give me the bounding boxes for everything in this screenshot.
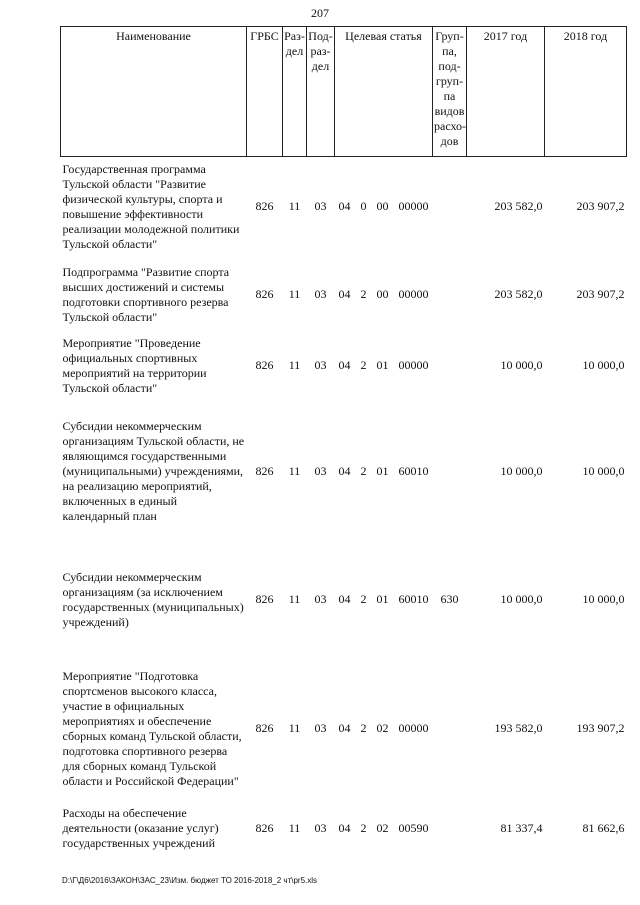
row-amount-2017: 10 000,0 [500, 464, 543, 478]
row-amount-2018: 10 000,0 [582, 464, 625, 478]
tselevaya-statya-part: 2 [360, 721, 367, 735]
tselevaya-statya-part: 04 [338, 287, 351, 301]
row-amount-2018: 203 907,2 [576, 287, 625, 301]
tselevaya-statya-part: 04 [338, 464, 351, 478]
tselevaya-statya-part: 2 [360, 464, 367, 478]
tselevaya-statya-part: 02 [376, 721, 389, 735]
header-2017: 2017 год [467, 27, 545, 157]
tselevaya-statya-part: 01 [376, 358, 389, 372]
row-razdel: 11 [288, 821, 301, 835]
row-name: Мероприятие "Подготовка спортсменов высокого класса, участие в официальных мероприятиях и обеспечение сборных команд Тульской области, подготовка спортивного резерва для сборных команд Тульской области и Российской Федерации" [62, 668, 242, 788]
table-row [61, 655, 627, 803]
table-header [61, 27, 627, 157]
row-vid-raskhodov [433, 655, 467, 803]
tselevaya-statya-part: 04 [338, 358, 351, 372]
row-tselevaya-statya [335, 399, 433, 545]
tselevaya-statya-part: 04 [338, 199, 351, 214]
row-amount-2018: 10 000,0 [582, 358, 625, 372]
row-amount-2017: 193 582,0 [494, 721, 543, 735]
table-row [61, 333, 627, 399]
row-name: Субсидии некоммерческим организациям Тульской области, не являющимся государственными (муниципальными) учреждениями, на реализацию мероприятий, включенных в единый календарный план [62, 419, 245, 523]
table-body [61, 157, 627, 855]
tselevaya-statya-part: 04 [338, 721, 351, 735]
tselevaya-statya-part: 2 [360, 358, 367, 372]
header-tselevaya-statya: Целевая статья [335, 27, 433, 157]
row-podrazdel: 03 [314, 592, 327, 606]
row-razdel: 11 [288, 464, 301, 478]
table-row [61, 257, 627, 333]
row-razdel: 11 [288, 287, 301, 301]
row-tselevaya-statya [335, 257, 433, 333]
row-amount-2018: 193 907,2 [576, 721, 625, 735]
row-amount-2017: 203 582,0 [494, 287, 543, 301]
tselevaya-statya-part: 01 [376, 592, 389, 606]
tselevaya-statya-part: 00000 [398, 287, 429, 301]
row-podrazdel: 03 [314, 199, 327, 214]
tselevaya-statya-part: 2 [360, 287, 367, 301]
row-vid-raskhodov [433, 333, 467, 399]
row-tselevaya-statya [335, 655, 433, 803]
row-amount-2018: 81 662,6 [582, 821, 625, 835]
row-tselevaya-statya [335, 803, 433, 855]
row-razdel: 11 [288, 721, 301, 735]
header-gruppa-vidov-raskhodov: Груп- па, под- груп- па видов расхо- дов [433, 27, 467, 157]
row-grbs: 826 [255, 358, 274, 372]
header-grbs: ГРБС [247, 27, 283, 157]
tselevaya-statya-part: 01 [376, 464, 389, 478]
row-grbs: 826 [255, 721, 274, 735]
row-amount-2017: 81 337,4 [500, 821, 543, 835]
tselevaya-statya-part: 60010 [398, 592, 429, 606]
row-razdel: 11 [288, 358, 301, 372]
tselevaya-statya-part: 2 [360, 821, 367, 835]
tselevaya-statya-part: 04 [338, 821, 351, 835]
row-grbs: 826 [255, 592, 274, 606]
row-grbs: 826 [255, 199, 274, 214]
tselevaya-statya-part: 0 [360, 199, 367, 214]
row-name: Расходы на обеспечение деятельности (оказание услуг) государственных учреждений [62, 806, 219, 850]
row-vid-raskhodov [433, 157, 467, 257]
row-grbs: 826 [255, 287, 274, 301]
tselevaya-statya-part: 00 [376, 199, 389, 214]
row-podrazdel: 03 [314, 821, 327, 835]
row-podrazdel: 03 [314, 464, 327, 478]
header-name: Наименование [61, 27, 247, 157]
footer-file-path: D:\Г\Д6\2016\ЗАКОН\ЗАС_23\Изм. бюджет ТО 2016-2018_2 чт\pr5.xls [62, 876, 318, 885]
page-number: 207 [311, 6, 329, 20]
table-row [61, 803, 627, 855]
header-podrazdel: Под- раз- дел [307, 27, 335, 157]
row-grbs: 826 [255, 464, 274, 478]
row-podrazdel: 03 [314, 721, 327, 735]
row-amount-2017: 10 000,0 [500, 358, 543, 372]
header-razdel: Раз- дел [283, 27, 307, 157]
row-amount-2017: 10 000,0 [500, 592, 543, 606]
tselevaya-statya-part: 00590 [398, 821, 429, 835]
table-row [61, 399, 627, 545]
row-podrazdel: 03 [314, 358, 327, 372]
tselevaya-statya-part: 02 [376, 821, 389, 835]
budget-table [60, 26, 627, 855]
row-amount-2017: 203 582,0 [494, 199, 543, 214]
row-name: Субсидии некоммерческим организациям (за исключением государственных (муниципальных) учреждений) [62, 569, 244, 629]
tselevaya-statya-part: 04 [338, 592, 351, 606]
row-vid-raskhodov [433, 803, 467, 855]
row-tselevaya-statya [335, 333, 433, 399]
table-row [61, 157, 627, 257]
tselevaya-statya-part: 00000 [398, 358, 429, 372]
row-name: Подпрограмма "Развитие спорта высших достижений и системы подготовки спортивного резерва Тульской области" [62, 264, 230, 324]
row-tselevaya-statya [335, 157, 433, 257]
row-tselevaya-statya [335, 545, 433, 655]
row-name: Мероприятие "Проведение официальных спортивных мероприятий на территории Тульской области" [62, 335, 207, 395]
row-vid-raskhodov [433, 257, 467, 333]
tselevaya-statya-part: 00 [376, 287, 389, 301]
row-name: Государственная программа Тульской области "Развитие физической культуры, спорта и повышение эффективности реализации молодежной политики Тульской области" [62, 161, 240, 251]
row-vid-raskhodov: 630 [440, 592, 459, 606]
tselevaya-statya-part: 2 [360, 592, 367, 606]
tselevaya-statya-part: 00000 [398, 721, 429, 735]
row-vid-raskhodov [433, 399, 467, 545]
row-podrazdel: 03 [314, 287, 327, 301]
table-row [61, 545, 627, 655]
row-grbs: 826 [255, 821, 274, 835]
row-amount-2018: 203 907,2 [576, 199, 625, 214]
header-2018: 2018 год [545, 27, 627, 157]
row-razdel: 11 [288, 199, 301, 214]
tselevaya-statya-part: 00000 [398, 199, 429, 214]
row-razdel: 11 [288, 592, 301, 606]
tselevaya-statya-part: 60010 [398, 464, 429, 478]
row-amount-2018: 10 000,0 [582, 592, 625, 606]
